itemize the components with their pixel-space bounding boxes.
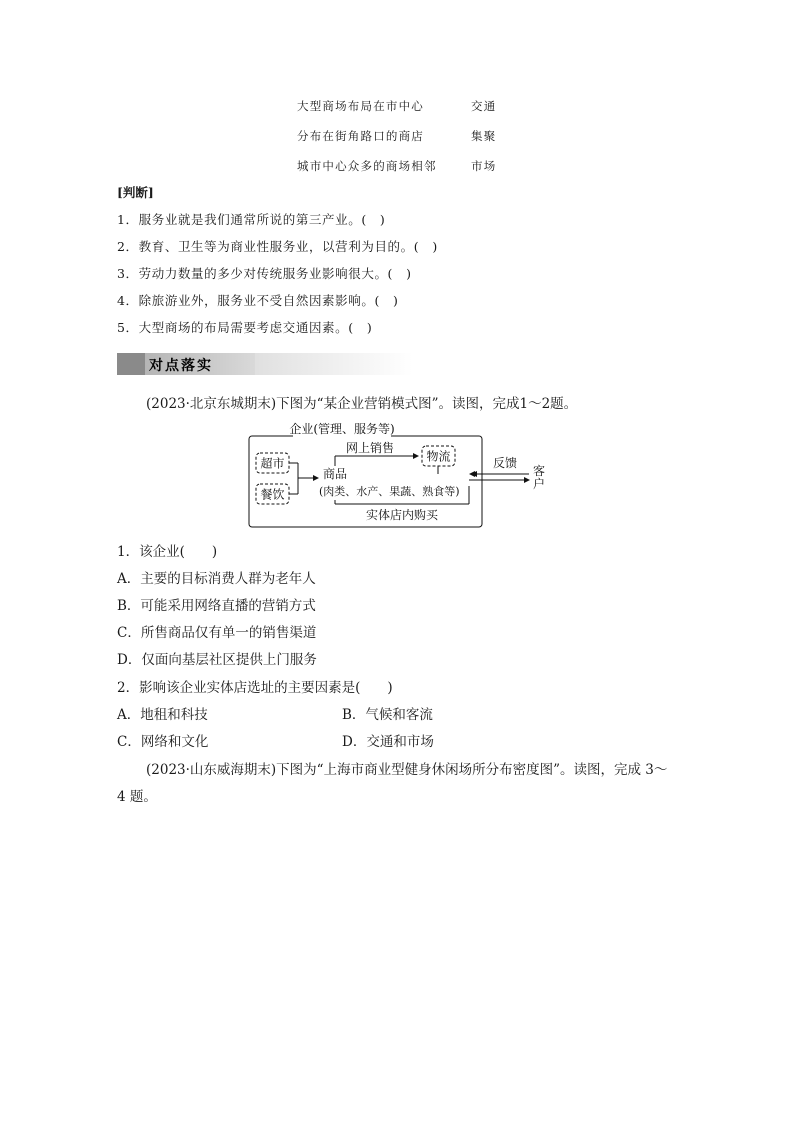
q2-option-b: B．气候和客流 [342,707,433,723]
q1-option-c: C．所售商品仅有单一的销售渠道 [117,625,317,641]
match-right-2: 集聚 [471,129,497,143]
judge-item-5: 5．大型商场的布局需要考虑交通因素。( ) [117,320,373,335]
offline-purchase-label: 实体店内购买 [365,508,439,522]
online-sales-label: 网上销售 [346,441,395,455]
match-right-3: 市场 [471,159,497,173]
marketing-model-diagram [248,416,484,530]
intro-paragraph-2: (2023·山东威海期末)下图为“上海市商业型健身休闲场所分布密度图”。读图，完成 3～ [146,762,668,778]
customer-label-1: 客 [533,464,546,478]
q2-option-a: A．地租和科技 [117,707,208,723]
customer-label-2: 户 [533,477,546,491]
q1-option-b: B．可能采用网络直播的营销方式 [117,598,316,614]
judge-item-4: 4．除旅游业外，服务业不受自然因素影响。( ) [117,293,399,308]
intro-paragraph-1: (2023·北京东城期末)下图为“某企业营销模式图”。读图，完成1～2题。 [146,396,578,412]
catering-label: 餐饮 [260,487,285,502]
feedback-label: 反馈 [493,456,518,470]
logistics-label: 物流 [426,449,451,464]
judge-header: [判断] [117,185,154,200]
q2-option-d: D．交通和市场 [342,734,434,750]
goods-label: 商品 [323,467,348,481]
match-left-1: 大型商场布局在市中心 [297,99,424,113]
section-title: 对点落实 [149,358,213,374]
judge-item-3: 3．劳动力数量的多少对传统服务业影响很大。( ) [117,266,412,281]
judge-item-1: 1．服务业就是我们通常所说的第三产业。( ) [117,212,386,227]
match-left-2: 分布在街角路口的商店 [297,129,424,143]
q2-stem: 2．影响该企业实体店选址的主要因素是( ) [117,680,393,696]
q1-option-d: D．仅面向基层社区提供上门服务 [117,652,317,668]
goods-detail-label: (肉类、水产、果蔬、熟食等) [319,485,460,498]
q1-stem: 1．该企业( ) [117,544,218,560]
intro-paragraph-2-cont: 4 题。 [117,789,157,805]
supermarket-label: 超市 [260,456,285,471]
judge-item-2: 2．教育、卫生等为商业性服务业，以营利为目的。( ) [117,239,438,254]
match-left-3: 城市中心众多的商场相邻 [297,159,437,173]
q2-option-c: C．网络和文化 [117,734,209,750]
match-right-1: 交通 [471,99,497,113]
q1-option-a: A．主要的目标消费人群为老年人 [117,571,316,587]
enterprise-label: 企业(管理、服务等) [289,422,395,436]
feedback-arrows [469,430,549,500]
